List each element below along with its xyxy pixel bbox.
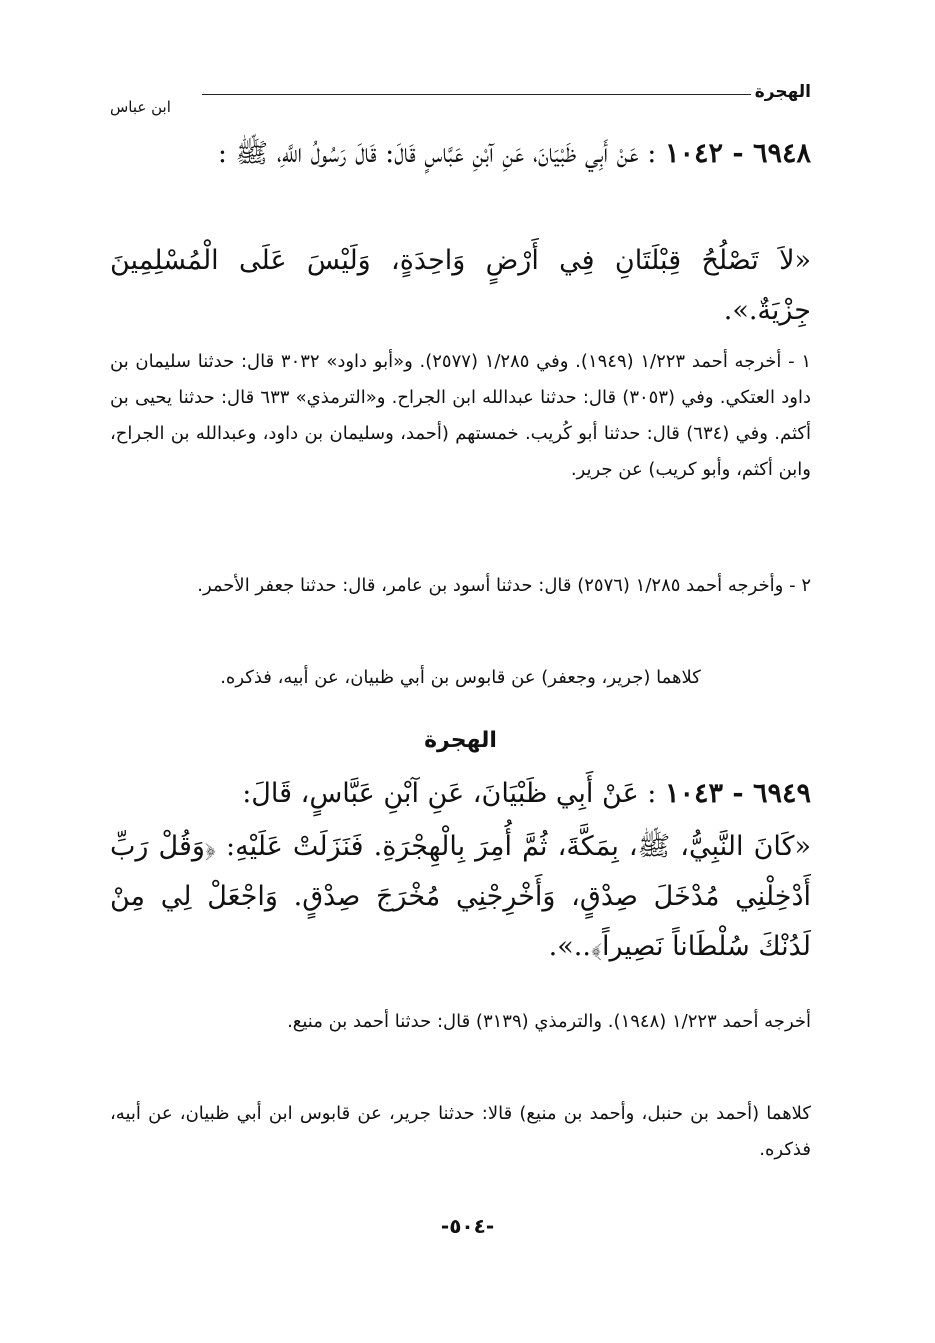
- book-title: ابن عباس: [110, 98, 171, 116]
- hadith-1-matn: «لاَ تَصْلُحُ قِبْلَتَانِ فِي أَرْضٍ وَاحِدَةٍ، وَلَيْسَ عَلَى الْمُسْلِمِينَ جِزْيَةٌ.».: [110, 245, 811, 326]
- hadith-2-isnad-text: : عَنْ أَبِي ظَبْيَانَ، عَنِ آبْنِ عَبَّاسٍ، قَالَ:: [242, 778, 657, 809]
- hadith-1-isnad: [110, 128, 811, 180]
- running-header: [110, 82, 811, 122]
- hadith-1-note-2: ٢ - وأخرجه أحمد ١/٢٨٥ (٢٥٧٦) قال: حدثنا أسود بن عامر، قال: حدثنا جعفر الأحمر.: [197, 575, 811, 596]
- section-title: الهجرة: [424, 728, 497, 753]
- hadith-1-conclusion: كلاهما (جرير، وجعفر) عن قابوس بن أبي ظبيان، عن أبيه، فذكره.: [220, 667, 701, 688]
- hadith-2-note: أخرجه أحمد ١/٢٢٣ (١٩٤٨). والترمذي (٣١٣٩) قال: حدثنا أحمد بن منيع.: [287, 1011, 811, 1032]
- hadith-1-note-1: ١ - أخرجه أحمد ١/٢٢٣ (١٩٤٩). وفي ١/٢٨٥ (٢٥٧٧). و«أبو داود» ٣٠٣٢ قال: حدثنا سليمان بن داود العتكي. وفي (٣٠٥٣) قال: حدثنا عبدالله ابن الجراح. و«الترمذي» ٦٣٣ قال: حدثنا يحيى بن أكثم. وفي (٦٣٤) قال: حدثنا أبو كُريب. خمستهم (أحمد، وسليمان بن داود، وعبدالله بن الجراح، وابن أكثم، وأبو كريب) عن جرير.: [110, 351, 812, 480]
- page-number: -٥٠٤-: [440, 1214, 495, 1238]
- hadith-2-number: ٦٩٤٩ - ١٠٤٣: [664, 778, 811, 809]
- hadith-2-isnad: [110, 768, 811, 820]
- hadith-2-matn: «كَانَ النَّبِيُّ، ﷺ، بِمَكَّةَ، ثُمَّ أُمِرَ بِالْهِجْرَةِ. فَنَزَلَتْ عَلَيْهِ: ﴿وَقُلْ رَبِّ أَدْخِلْنِي مُدْخَلَ صِدْقٍ، وَأَخْرِجْنِي مُخْرَجَ صِدْقٍ. وَاجْعَلْ لِي مِنْ لَدُنْكَ سُلْطَاناً نَصِيراً﴾..».: [110, 831, 811, 962]
- chapter-title: الهجرة: [754, 82, 811, 102]
- hadith-2-conclusion: كلاهما (أحمد بن حنبل، وأحمد بن منيع) قالا: حدثنا جرير، عن قابوس ابن أبي ظبيان، عن أبيه، فذكره.: [110, 1103, 811, 1160]
- hadith-1-number: ٦٩٤٨ - ١٠٤٢: [664, 138, 811, 169]
- header-rule: [202, 94, 751, 95]
- hadith-1-isnad-text: : عَنْ أَبِي ظَبْيَانَ، عَنِ آبْنِ عَبَّاسٍ قَالَ: قَالَ رَسُولُ اللَّهِ، ﷺ :: [217, 138, 657, 169]
